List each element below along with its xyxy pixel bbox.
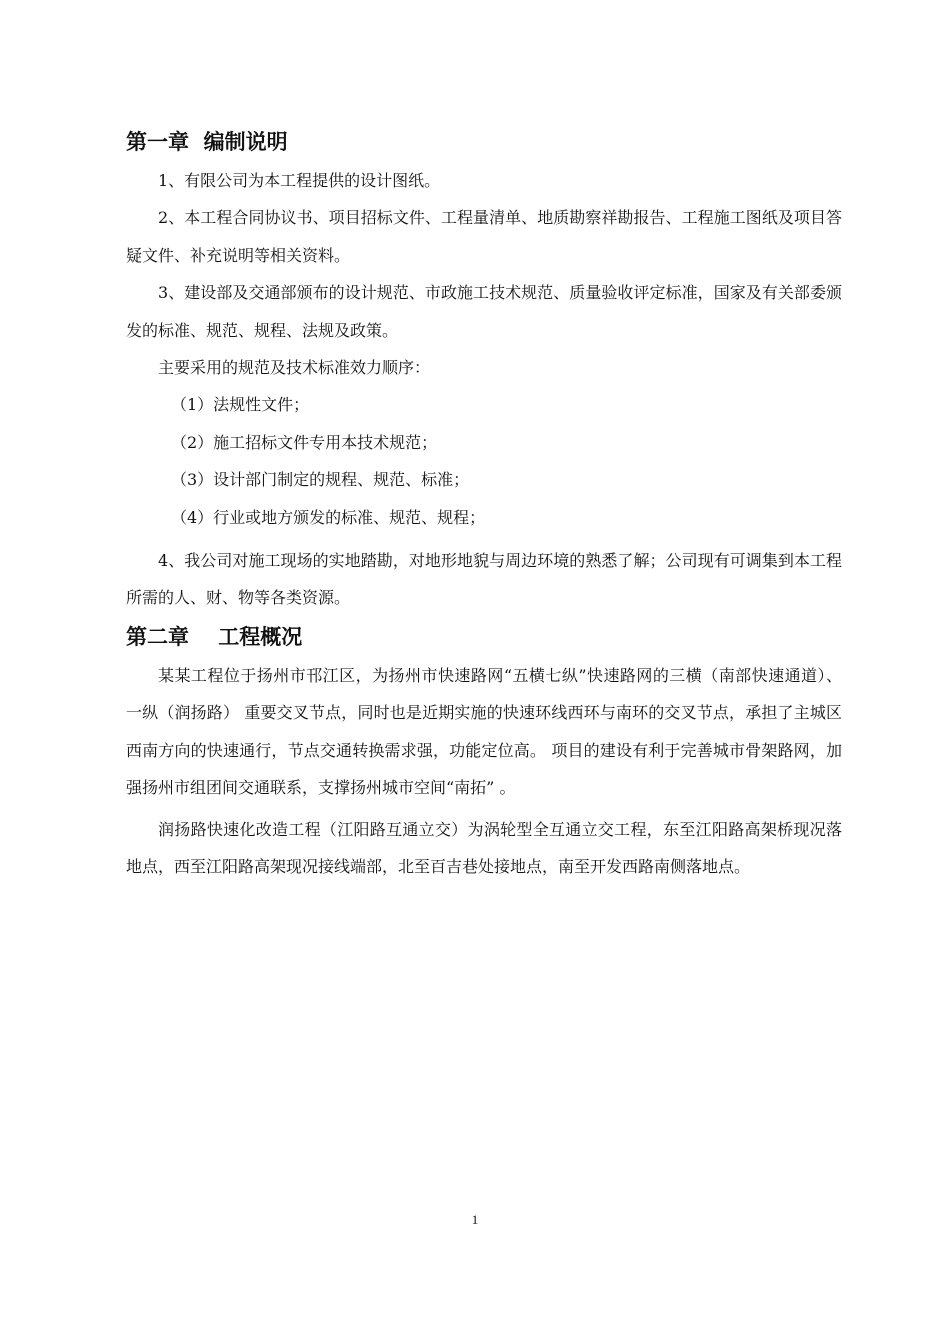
page-content <box>126 122 842 885</box>
standards-list-item: （4）行业或地方颁发的标准、规范、规程； <box>171 507 486 527</box>
chapter-1-heading: 第一章 编制说明 <box>126 130 288 154</box>
chapter-1-paragraph-3: 3、建设部及交通部颁布的设计规范、市政施工技术规范、质量验收评定标准，国家及有关部委颁发的标准、规范、规程、法规及政策。 <box>126 283 842 340</box>
standards-list-item: （2）施工招标文件专用本技术规范； <box>171 432 438 452</box>
chapter-1-paragraph-2: 2、本工程合同协议书、项目招标文件、工程量清单、地质勘察祥勘报告、工程施工图纸及项目答疑文件、补充说明等相关资料。 <box>126 208 842 265</box>
chapter-1-paragraph-4: 4、我公司对施工现场的实地踏勘，对地形地貌与周边环境的熟悉了解；公司现有可调集到本工程所需的人、财、物等各类资源。 <box>126 551 842 608</box>
standards-list <box>126 386 842 536</box>
standards-list-item: （1）法规性文件； <box>171 395 310 415</box>
page-number: 1 <box>471 1212 479 1227</box>
standards-list-item: （3）设计部门制定的规程、规范、标准； <box>171 470 470 490</box>
chapter-2-paragraph-1: 某某工程位于扬州市邗江区，为扬州市快速路网“五横七纵”快速路网的三横（南部快速通道）、 一纵（润扬路） 重要交叉节点，同时也是近期实施的快速环线西环与南环的交叉节点，承担了主城区西南方向的快速通行，节点交通转换需求强，功能定位高。 项目的建设有利于完善城市骨架路网，加强扬州市组团间交通联系，支撑扬州城市空间“南拓” 。 <box>126 665 842 798</box>
standards-intro: 主要采用的规范及技术标准效力顺序： <box>158 358 431 378</box>
chapter-2-heading: 第二章 工程概况 <box>126 624 303 649</box>
chapter-2-paragraph-2: 润扬路快速化改造工程（江阳路互通立交）为涡轮型全互通立交工程，东至江阳路高架桥现况落地点，西至江阳路高架现况接线端部，北至百吉巷处接地点，南至开发西路南侧落地点。 <box>126 819 842 876</box>
chapter-1-paragraph-1: 1、有限公司为本工程提供的设计图纸。 <box>158 171 441 190</box>
